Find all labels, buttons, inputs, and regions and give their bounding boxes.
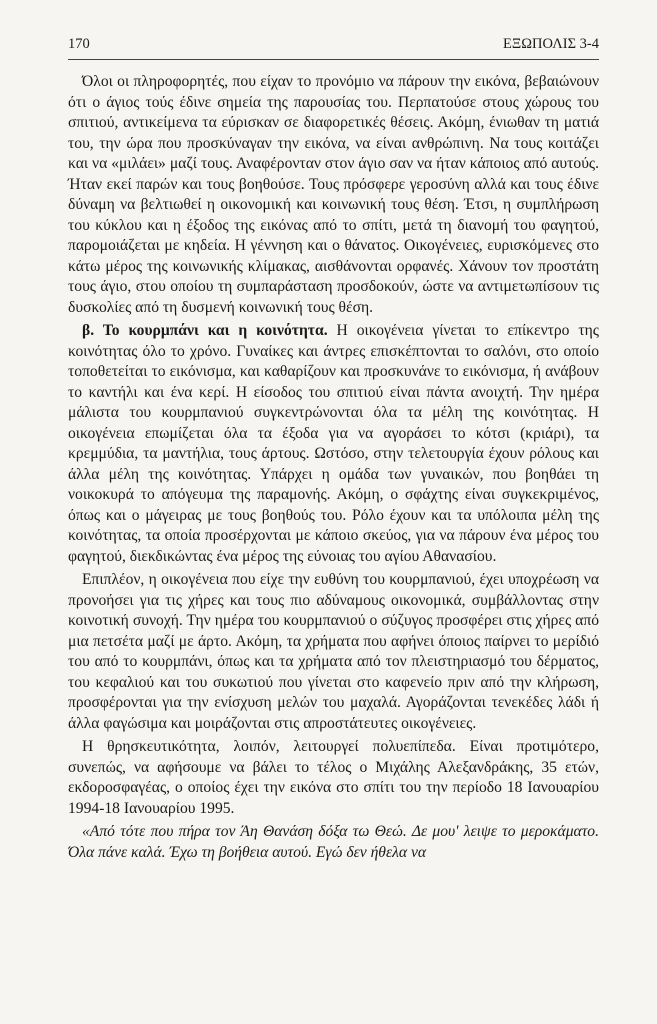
journal-title: ΕΞΩΠΟΛΙΣ 3-4 [503, 36, 599, 52]
paragraph-4: Η θρησκευτικότητα, λοιπόν, λειτουργεί πολυεπίπεδα. Είναι προτιμότερο, συνεπώς, να αφήσουμε να βάλει το τέλος ο Μιχάλης Αλεξανδράκης, 35 ετών, εκδοροσφαγέας, ο οποίος έχει την εικόνα στο σπίτι του την περίοδο 18 Ιανουαρίου 1994-18 Ιανουαρίου 1995. [68, 738, 599, 817]
paragraph-2-text: Η οικογένεια γίνεται το επίκεντρο της κοινότητας όλο το χρόνο. Γυναίκες και άντρες επισκέπτονται το σαλόνι, στο οποίο τοποθετείται το εικόνισμα, και καθαρίζουν και προσκυνάνε το εικόνισμα, ή ανάβουν το καντήλι και ένα κερί. Η είσοδος του σπιτιού είναι πάντα ανοιχτή. Την ημέρα μάλιστα του κουρμπανιού συγκεντρώνονται όλα τα μέλη της κοινότητας. Η οικογένεια επωμίζεται όλα τα έξοδα για να αγοράσει το κότσι (κριάρι), τα κρεμμύδια, τα μαντήλια, τους άρτους. Ωστόσο, στην τελετουργία έχουν ρόλους και άλλα μέλη της κοινότητας. Υπάρχει η ομάδα των γυναικών, που βοηθάει τη νοικοκυρά το απόγευμα της παραμονής. Ακόμη, ο σφάχτης είναι συγκεκριμένος, όπως και ο μάγειρας με τους βοηθούς του. Ρόλο έχουν και τα υπόλοιπα μέλη της κοινότητας, τα οποία προσέρχονται με κάποιο σκεύος, για να πάρουν ένα μέρος του φαγητού, διεκδικώντας ένα μέρος της εύνοιας του αγίου Αθανασίου. [68, 322, 599, 565]
quote-paragraph: «Από τότε που πήρα τον Άη Θανάση δόξα τω Θεώ. Δε μου' λειψε το μεροκάματο. Όλα πάνε καλά. Έχω τη βοήθεια αυτού. Εγώ δεν ήθελα να [68, 823, 599, 861]
page-number: 170 [68, 36, 90, 52]
paragraph-1: Όλοι οι πληροφορητές, που είχαν το προνόμιο να πάρουν την εικόνα, βεβαιώνουν ότι ο άγιος τούς έδινε σημεία της παρουσίας του. Περπατούσε στους χώρους του σπιτιού, αντικείμενα τα εύρισκαν σε διαφορετικές θέσεις. Ακόμη, ένιωθαν τη ματιά του, την ώρα που προσκύναγαν την εικόνα, να είναι ανθρώπινη. Να τους κοιτάζει και να «μιλάει» μαζί τους. Αναφέρονταν στον άγιο σαν να ήταν κάποιος από αυτούς. Ήταν εκεί παρών και τους βοηθούσε. Τους πρόσφερε γεροσύνη αλλά και τους έδινε δύναμη να βελτιωθεί η οικονομική και κοινωνική τους θέση. Έτσι, η συμπλήρωση του κύκλου και η έξοδος της εικόνας από το σπίτι, μετά τη διανομή του φαγητού, παρομοιάζεται με κηδεία. Η γέννηση και ο θάνατος. Οικογένειες, ευρισκόμενες στο κάτω μέρος της κοινωνικής κλίμακας, αισθάνονται ορφανές. Χάνουν τον προστάτη τους άγιο, στου οποίου τη συμπαράσταση προσδοκούν, ώστε να αντιμετωπίσουν τις δυσκολίες από τη δυσμενή κοινωνική τους θέση. [68, 73, 599, 316]
body-text [68, 72, 599, 863]
section-heading-b: β. Το κουρμπάνι και η κοινότητα. [82, 322, 328, 339]
page-header [68, 36, 599, 60]
paragraph-2 [68, 321, 599, 567]
paragraph-3: Επιπλέον, η οικογένεια που είχε την ευθύνη του κουρμπανιού, έχει υποχρέωση να προνοήσει για τις χήρες και τους πιο αδύναμους οικονομικά, συμβάλλοντας στην κοινοτική συνοχή. Την ημέρα του κουρμπανιού ο σύζυγος προσφέρει στις χήρες από μια πετσέτα μαζί με άρτο. Ακόμη, τα χρήματα που αφήνει όποιος παίρνει το μερίδιό του από το κουρμπάνι, όπως και τα χρήματα από τον πλειστηριασμό του δέρματος, του κεφαλιού και του συκωτιού που γίνεται στο καφενείο πριν από την κλήρωση, προσφέρονται για την ενίσχυση μελών του μαχαλά. Αγοράζονται τενεκέδες λάδι ή άλλα φαγώσιμα και μοιράζονται στις απροστάτευτες οικογένειες. [68, 571, 599, 732]
